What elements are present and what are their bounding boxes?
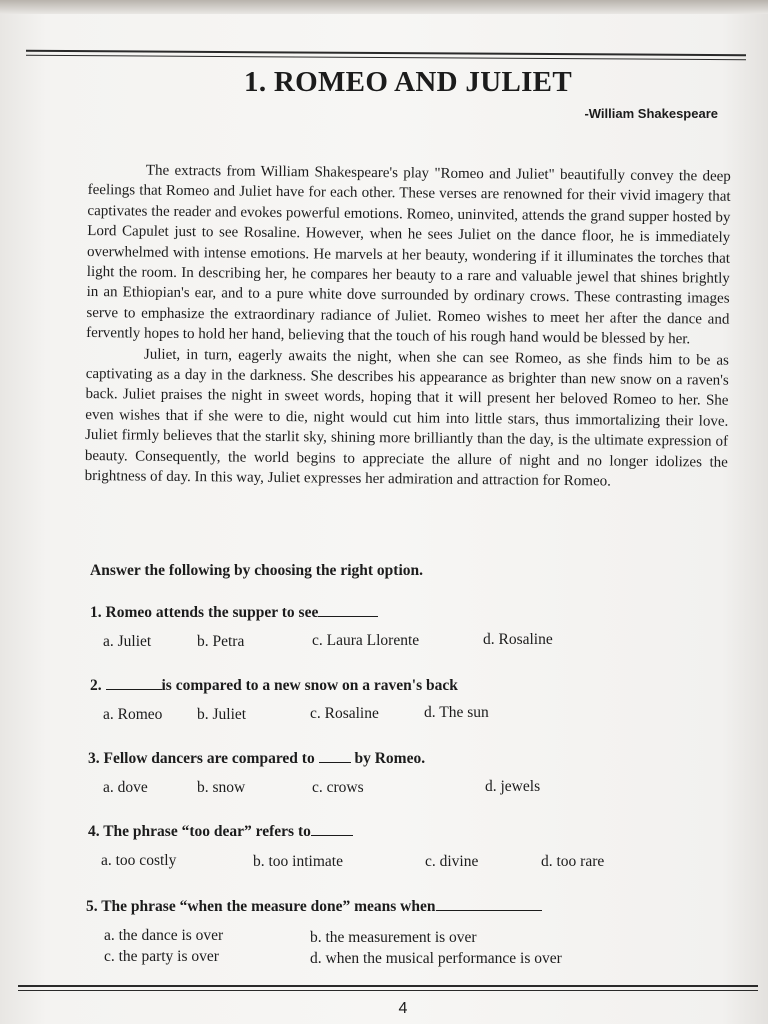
bottom-rule: [18, 985, 758, 987]
question-4: [88, 823, 353, 841]
question-5: [86, 898, 542, 916]
question-text: 2.: [90, 677, 102, 694]
question-3: [88, 750, 425, 768]
question-text: 3. Fellow dancers are compared to: [88, 750, 315, 767]
option-c: c. crows: [312, 779, 364, 796]
summary-paragraph: Juliet, in turn, eagerly awaits the night, when she can see Romeo, as she finds him to be as captivating as a day in the darkness. She describes his appearance as brighter than new snow on a raven's back. Juliet praises the night in sweet words, hoping that it will present her beloved Romeo to her. She even wishes that if she were to die, night would cut him into little stars, thus immortalizing their love. Juliet firmly believes that the starlit sky, shining more brilliantly than the day, is the ultimate expression of beauty. Consequently, the world begins to appreciate the allure of night and no longer idolizes the brightness of day. In this way, Juliet expresses her admiration and attraction for Romeo.: [84, 346, 730, 490]
top-rule-thin: [26, 55, 746, 60]
option-d: d. Rosaline: [483, 631, 553, 648]
summary-paragraph: The extracts from William Shakespeare's play "Romeo and Juliet" beautifully convey the deep feelings that Romeo and Juliet have for each other. These verses are renowned for their vivid imagery that captivates the reader and evokes powerful emotions. Romeo, uninvited, attends the grand supper hosted by Lord Capulet just to see Rosaline. However, when he sees Juliet on the dance floor, he is immediately overwhelmed with intense emotions. He marvels at her beauty, wondering if it illuminates the torches that light the room. In describing her, he compares her beauty to a rare and valuable jewel that shines brightly in an Ethiopian's ear, and to a pure white dove surrounded by ordinary crows. These contrasting images serve to emphasize the extraordinary radiance of Juliet. Romeo wishes to meet her after the dance and fervently hopes to hold her hand, believing that the touch of his rough hand would be blessed by her.: [86, 162, 731, 348]
page-number: 4: [398, 1000, 408, 1017]
answer-blank: [311, 823, 353, 836]
summary-text: [85, 160, 731, 493]
answer-blank: [319, 750, 351, 763]
author-line: -William Shakespeare: [584, 106, 718, 121]
bottom-rule-thin: [18, 990, 758, 991]
question-text: 5. The phrase “when the measure done” means when: [86, 898, 436, 915]
question-2: [90, 677, 458, 695]
option-a: a. too costly: [101, 852, 177, 869]
option-c: c. the party is over: [104, 948, 219, 965]
option-b: b. too intimate: [253, 853, 343, 870]
question-text-tail: is compared to a new snow on a raven's back: [161, 677, 458, 694]
option-a: a. dove: [103, 779, 148, 796]
option-b: b. the measurement is over: [310, 929, 477, 946]
option-b: b. Petra: [197, 633, 245, 650]
option-c: c. Rosaline: [310, 705, 379, 722]
option-b: b. snow: [197, 779, 246, 796]
question-text: 4. The phrase “too dear” refers to: [88, 823, 311, 840]
option-d: d. too rare: [541, 853, 605, 870]
option-a: a. Juliet: [103, 633, 152, 650]
question-text-tail: by Romeo.: [354, 750, 426, 767]
option-a: a. Romeo: [103, 706, 163, 723]
option-b: b. Juliet: [197, 706, 247, 723]
page-title: 1. ROMEO AND JULIET: [244, 66, 572, 98]
option-c: c. Laura Llorente: [312, 632, 420, 649]
option-d: d. when the musical performance is over: [310, 950, 562, 967]
question-text: 1. Romeo attends the supper to see: [90, 604, 319, 621]
answer-blank: [436, 898, 542, 911]
option-a: a. the dance is over: [104, 927, 224, 944]
answer-blank: [318, 604, 378, 617]
page-top-shadow: [0, 0, 768, 14]
answer-blank: [106, 677, 162, 690]
exercise-instruction: Answer the following by choosing the right option.: [90, 562, 423, 579]
question-1: [90, 604, 378, 622]
option-c: c. divine: [425, 853, 479, 870]
option-d: d. jewels: [485, 778, 541, 795]
option-d: d. The sun: [424, 704, 489, 721]
